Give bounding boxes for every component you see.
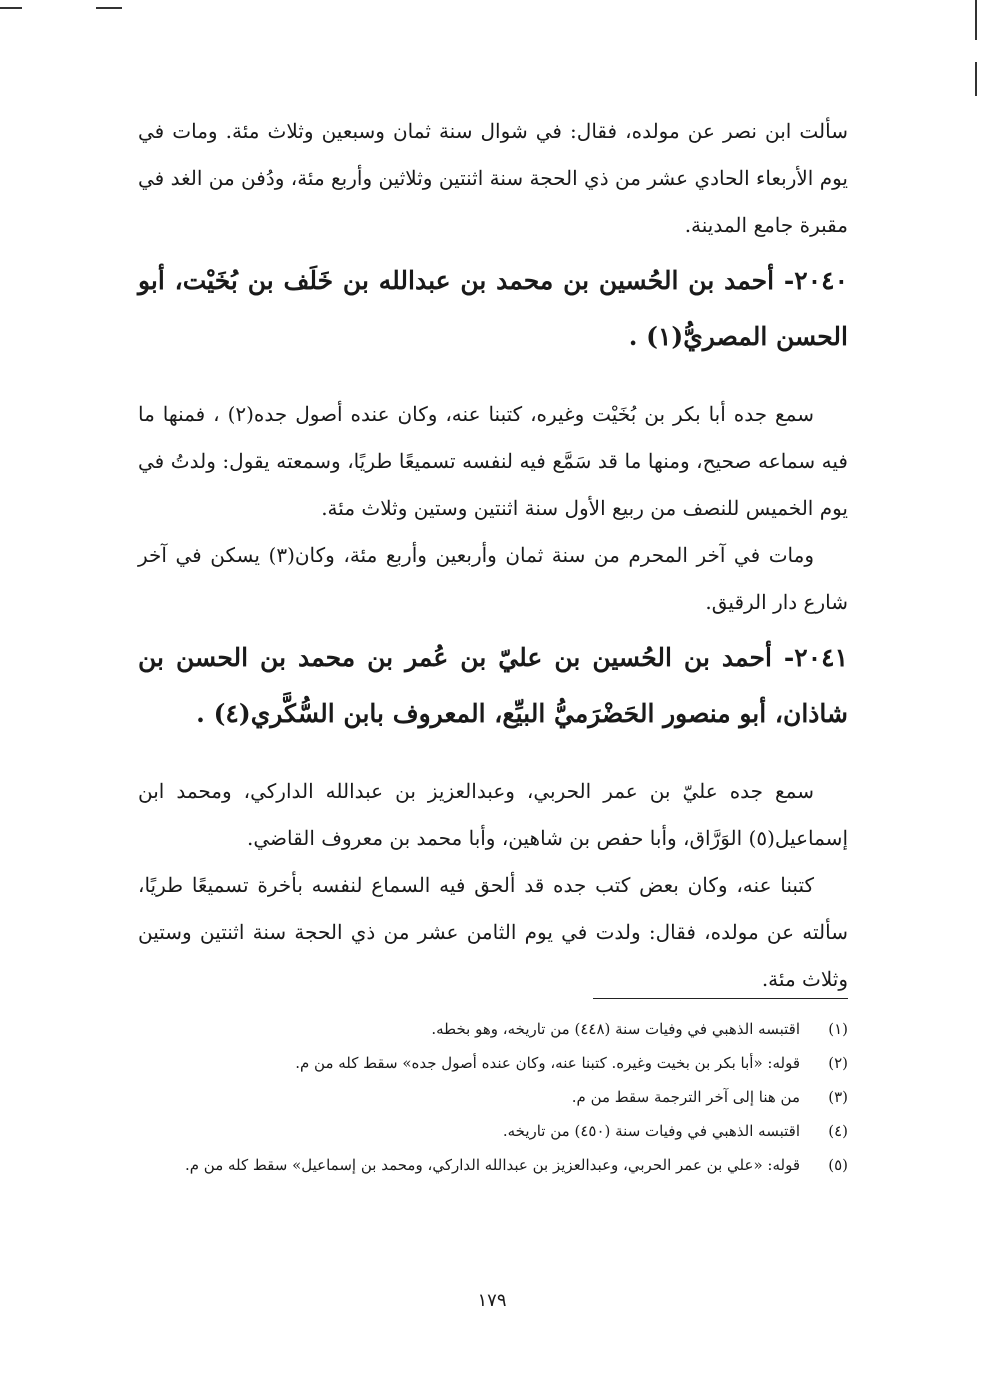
entry-2041-paragraph-2: كتبنا عنه، وكان بعض كتب جده قد ألحق فيه السماع لنفسه بأخرة تسميعًا طريًا، سألته عن مولده، فقال: ولدت في يوم الثامن عشر من ذي الحجة سنة اثنتين وستين وثلاث مئة. xyxy=(138,873,848,991)
entry-2041-heading: ٢٠٤١- أحمد بن الحُسين بن عليّ بن عُمر بن محمد بن الحسن بن شاذان، أبو منصور الحَضْرَميُّ البيِّع، المعروف بابن السُّكَّري(٤) . xyxy=(138,643,848,728)
footnote-number: (٢) xyxy=(828,1054,848,1072)
footnote-text: اقتبسه الذهبي في وفيات سنة (٤٤٨) من تاريخه، وهو بخطه. xyxy=(431,1020,800,1038)
footnote-text: اقتبسه الذهبي في وفيات سنة (٤٥٠) من تاريخه. xyxy=(502,1122,800,1140)
footnote-number: (١) xyxy=(828,1020,848,1038)
footnote-text: من هنا إلى آخر الترجمة سقط من م. xyxy=(571,1088,800,1106)
footnotes xyxy=(138,998,848,1182)
page-body xyxy=(138,108,848,1003)
footnote xyxy=(138,1114,848,1148)
footnote-number: (٤) xyxy=(828,1122,848,1140)
footnote xyxy=(138,1046,848,1080)
entry-2040-paragraph-1: سمع جده أبا بكر بن بُخَيْت وغيره، كتبنا عنه، وكان عنده أصول جده(٢) ، فمنها ما فيه سماعه صحيح، ومنها ما قد سَمَّع فيه لنفسه تسميعًا طريًا، وسمعته يقول: ولدتُ في يوم الخميس للنصف من ربيع الأول سنة اثنتين وستين وثلاث مئة. xyxy=(138,402,848,520)
scan-mark-right-edge-2 xyxy=(975,62,977,96)
footnote xyxy=(138,1148,848,1182)
scan-mark-top-left-2 xyxy=(96,7,122,9)
entry-2040-heading: ٢٠٤٠- أحمد بن الحُسين بن محمد بن عبدالله بن خَلَف بن بُخَيْت، أبو الحسن المصريُّ(١) . xyxy=(138,266,848,351)
page-number: ١٧٩ xyxy=(477,1290,507,1311)
footnote-number: (٥) xyxy=(828,1156,848,1174)
paragraph-continued: سألت ابن نصر عن مولده، فقال: في شوال سنة ثمان وسبعين وثلاث مئة. ومات في يوم الأربعاء الحادي عشر من ذي الحجة سنة اثنتين وثلاثين وأربع مئة، ودُفن من الغد في مقبرة جامع المدينة. xyxy=(138,119,848,237)
footnote-text: قوله: «علي بن عمر الحربي، وعبدالعزيز بن عبدالله الداركي، ومحمد بن إسماعيل» سقط كله من م. xyxy=(184,1156,800,1174)
footnote-text: قوله: «أبا بكر بن بخيت وغيره. كتبنا عنه، وكان عنده أصول جده» سقط كله من م. xyxy=(295,1054,800,1072)
footnote xyxy=(138,1080,848,1114)
entry-2041-paragraph-1: سمع جده عليّ بن عمر الحربي، وعبدالعزيز بن عبدالله الداركي، ومحمد ابن إسماعيل(٥) الوَرَّاق، وأبا حفص بن شاهين، وأبا محمد بن معروف القاضي. xyxy=(138,779,848,850)
footnote-number: (٣) xyxy=(828,1088,848,1106)
scan-mark-top-left xyxy=(0,7,22,9)
scan-mark-right-edge xyxy=(975,0,977,40)
entry-2040-paragraph-2: ومات في آخر المحرم من سنة ثمان وأربعين وأربع مئة، وكان(٣) يسكن في آخر شارع دار الرقيق. xyxy=(138,543,848,614)
footnote-separator xyxy=(593,998,848,999)
footnote xyxy=(138,1012,848,1046)
